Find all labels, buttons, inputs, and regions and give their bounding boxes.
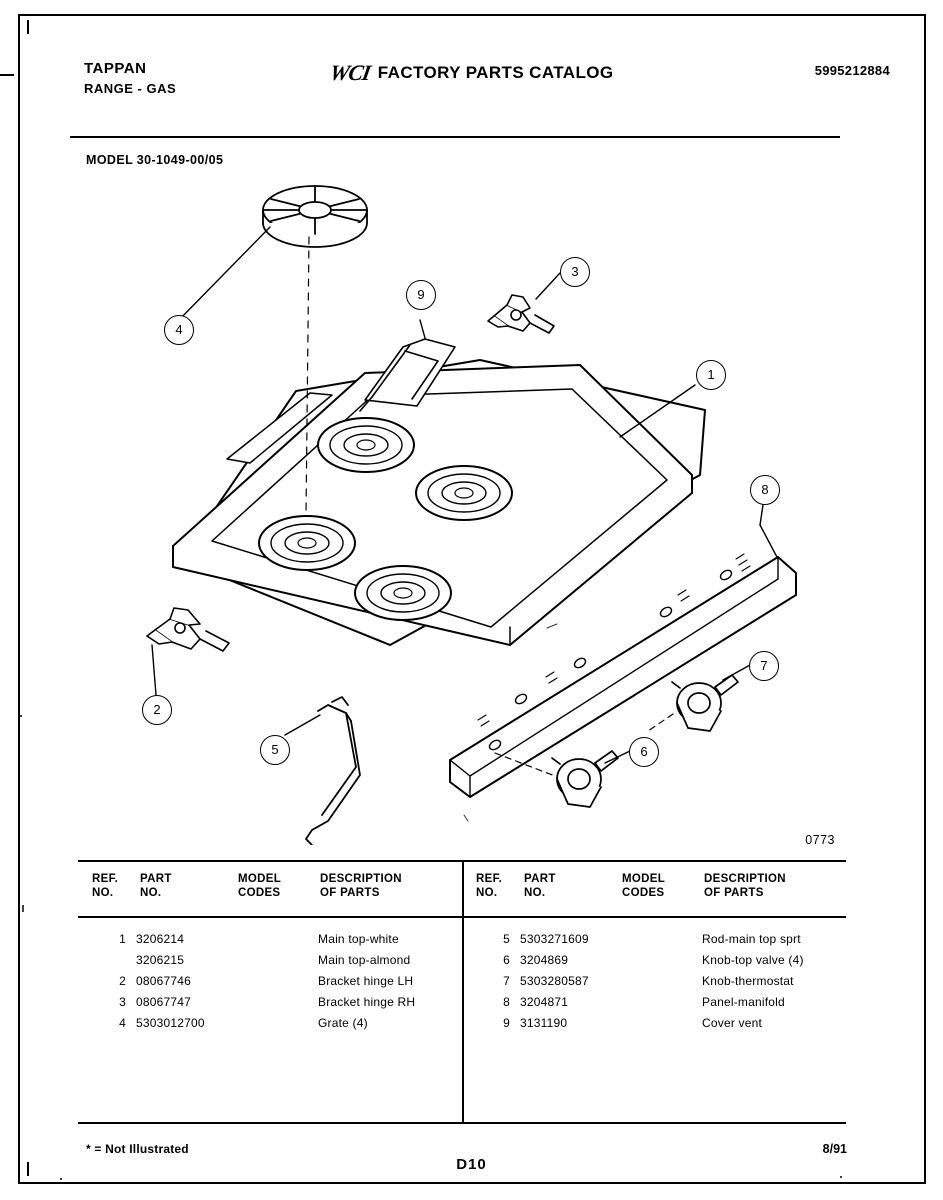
header-model-right-line2: CODES [622,887,665,899]
callout-7-label: 7 [760,658,768,673]
callout-4 [164,315,194,345]
table-row [78,953,462,974]
cell-ref: 2 [119,974,126,988]
speck-4 [840,1176,842,1178]
cell-ref: 4 [119,1016,126,1030]
model-label: MODEL 30-1049-00/05 [86,153,224,167]
callout-8-label: 8 [761,482,769,497]
parts-table-left [78,860,462,1122]
cell-ref: 1 [119,932,126,946]
header-model-right-line1: MODEL [622,873,666,885]
header-ref-left-line1: REF. [92,873,119,885]
cell-desc: Bracket hinge LH [318,974,414,988]
cell-ref: 3 [119,995,126,1009]
cell-part: 08067747 [136,995,191,1009]
parts-rows-left [78,932,462,1037]
catalog-number: 5995212884 [814,63,890,78]
table-row [462,995,846,1016]
wci-logo: WCI [327,60,373,85]
callout-4-label: 4 [175,322,183,337]
cell-ref: 8 [503,995,510,1009]
callout-1-label: 1 [707,367,715,382]
callout-2 [142,695,172,725]
page-number: D10 [456,1156,487,1173]
cell-desc: Grate (4) [318,1016,368,1030]
header-part-right-line2: NO. [524,887,546,899]
callout-7 [749,651,779,681]
callout-9-label: 9 [417,287,425,302]
crop-mark-left [0,74,14,76]
table-row [462,932,846,953]
catalog-title-text: FACTORY PARTS CATALOG [377,63,614,82]
date-code: 8/91 [822,1142,847,1156]
cell-ref: 6 [503,953,510,967]
cell-part: 3204869 [520,953,569,967]
header-ref-right [476,872,502,900]
header-model-left [238,872,281,900]
speck-3 [60,1178,62,1180]
brand-name: TAPPAN [84,60,147,77]
header-desc-left [320,872,402,900]
cell-part: 5303012700 [136,1016,205,1030]
header-part-right-line1: PART [524,873,556,885]
cell-desc: Bracket hinge RH [318,995,416,1009]
header-desc-right [704,872,786,900]
callout-5 [260,735,290,765]
cell-part: 3131190 [520,1016,568,1030]
cell-desc: Panel-manifold [702,995,785,1009]
brand-block [84,59,176,99]
callout-2-label: 2 [153,702,161,717]
cell-ref: 5 [503,932,510,946]
cell-desc: Main top-almond [318,953,411,967]
header-ref-right-line2: NO. [476,887,498,899]
parts-rows-right [462,932,846,1037]
cell-desc: Rod-main top sprt [702,932,801,946]
table-rule-bottom [78,1122,846,1124]
callout-5-label: 5 [271,742,279,757]
header-part-right [524,872,556,900]
callout-3-label: 3 [571,264,579,279]
header-desc-right-line1: DESCRIPTION [704,873,786,885]
header-part-left-line1: PART [140,873,172,885]
header-model-right [622,872,665,900]
cell-part: 3204871 [520,995,569,1009]
header-part-left-line2: NO. [140,887,162,899]
parts-table-right [462,860,846,1122]
header-desc-right-line2: OF PARTS [704,887,764,899]
table-row [462,974,846,995]
table-row [462,1016,846,1037]
header-ref-right-line1: REF. [476,873,503,885]
header-desc-left-line1: DESCRIPTION [320,873,402,885]
parts-table [78,860,846,1130]
cell-ref: 9 [503,1016,510,1030]
exploded-diagram [60,175,890,845]
brand-category: RANGE - GAS [84,81,177,96]
header-ref-left-line2: NO. [92,887,114,899]
table-row [462,953,846,974]
figure-code: 0773 [805,833,835,847]
cell-part: 3206214 [136,932,185,946]
header-divider [70,136,840,138]
cell-part: 5303280587 [520,974,589,988]
callout-6 [629,737,659,767]
header-ref-left [92,872,118,900]
cell-ref: 7 [503,974,510,988]
callout-8 [750,475,780,505]
speck-1 [20,715,22,717]
callout-1 [696,360,726,390]
header-model-left-line1: MODEL [238,873,282,885]
page-header [60,45,890,105]
callout-6-label: 6 [640,744,648,759]
header-desc-left-line2: OF PARTS [320,887,380,899]
callout-3 [560,257,590,287]
cell-part: 3206215 [136,953,185,967]
cell-part: 5303271609 [520,932,589,946]
callout-9 [406,280,436,310]
cell-part: 08067746 [136,974,191,988]
catalog-title [327,60,614,86]
table-row [78,974,462,995]
table-row [78,1016,462,1037]
table-row [78,995,462,1016]
table-row [78,932,462,953]
header-part-left [140,872,172,900]
cell-desc: Knob-thermostat [702,974,794,988]
crop-mark-top-left [27,20,29,34]
cell-desc: Cover vent [702,1016,763,1030]
cell-desc: Main top-white [318,932,399,946]
speck-2 [22,905,24,912]
header-model-left-line2: CODES [238,887,281,899]
footnote: * = Not Illustrated [86,1142,189,1156]
cell-desc: Knob-top valve (4) [702,953,804,967]
